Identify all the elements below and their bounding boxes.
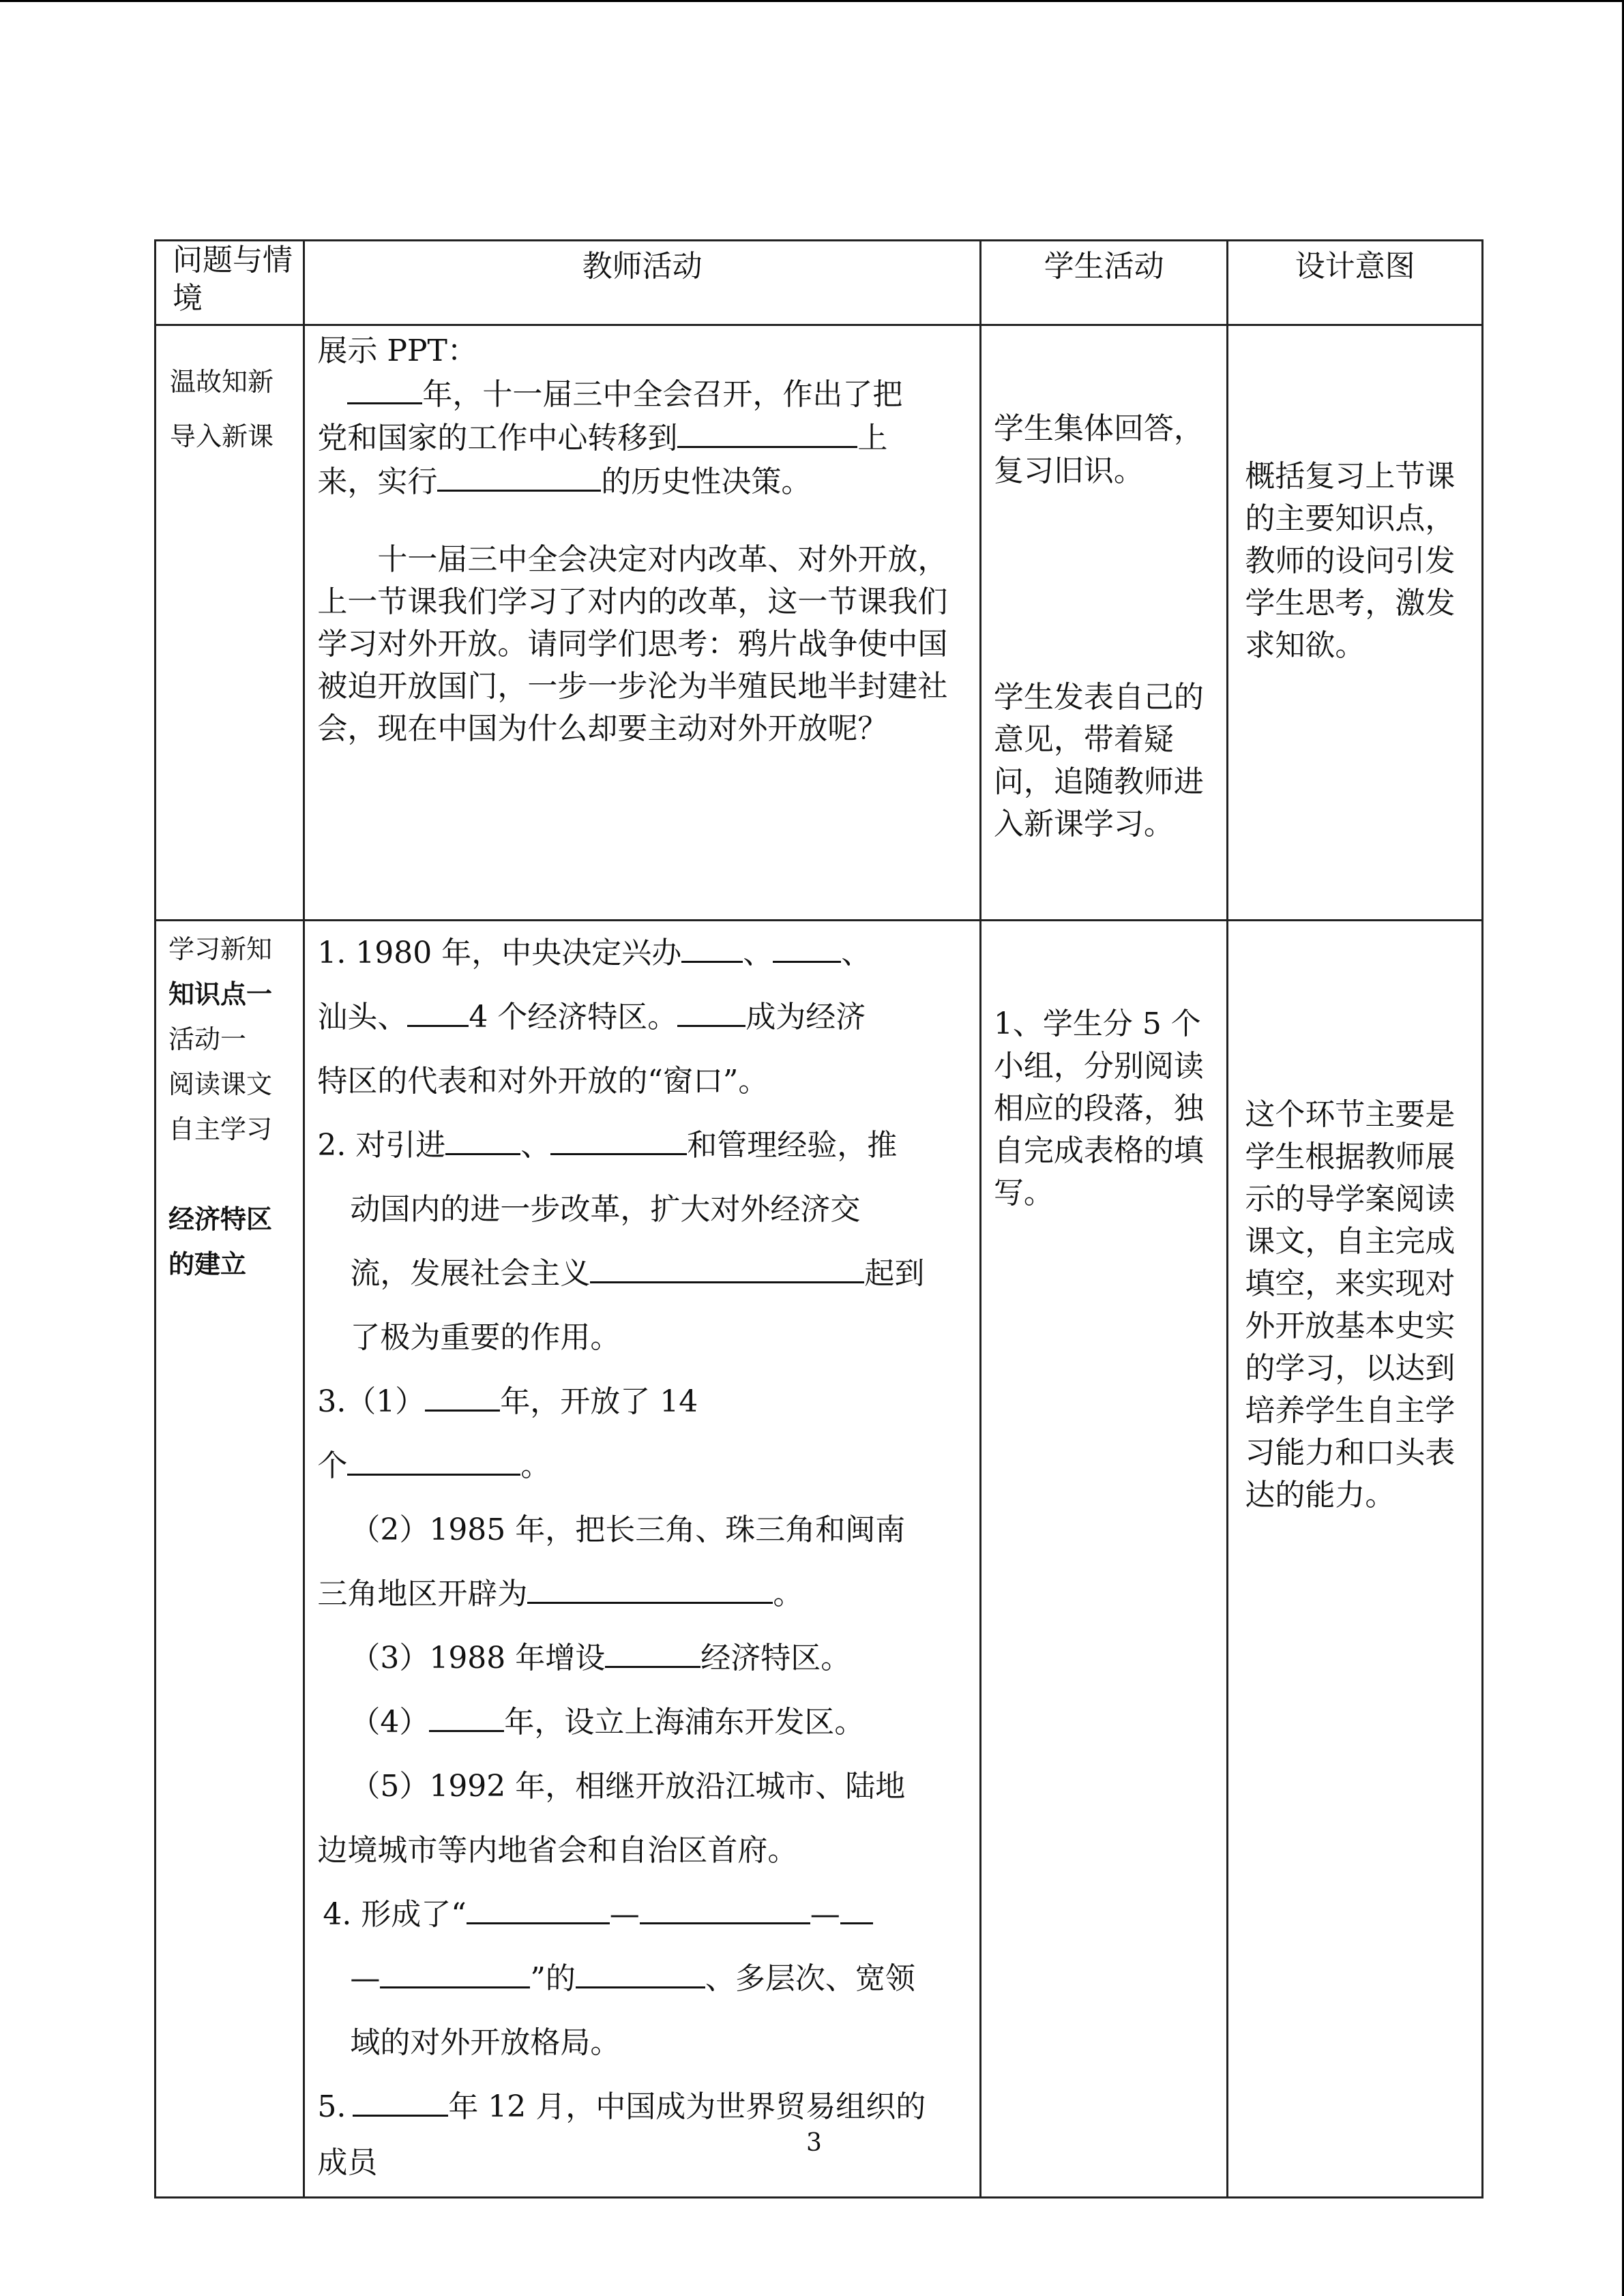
lesson-plan-table bbox=[154, 239, 1483, 2198]
teacher-text: 边境城市等内地省会和自治区首府。 bbox=[317, 1833, 798, 1868]
fill-blank bbox=[445, 1123, 520, 1155]
fill-blank bbox=[347, 1444, 520, 1476]
fill-blank bbox=[347, 372, 422, 404]
teacher-text: 、 bbox=[841, 936, 872, 970]
teacher-text: 域的对外开放格局。 bbox=[350, 2025, 621, 2060]
stage-label: 的建立 bbox=[168, 1249, 247, 1279]
stage-label: 温故知新 bbox=[170, 367, 274, 397]
header-teacher-activity-label: 教师活动 bbox=[582, 249, 703, 284]
student-text: 学生集体回答，复习旧识。 bbox=[993, 411, 1204, 488]
teacher-text: 经济特区。 bbox=[700, 1641, 851, 1675]
fill-blank bbox=[681, 931, 743, 963]
fill-blank bbox=[437, 460, 601, 492]
teacher-text: 4. 形成了“ bbox=[323, 1897, 467, 1932]
stage-label: 学习新知 bbox=[168, 934, 273, 964]
teacher-text: 来，实行 bbox=[317, 464, 438, 499]
teacher-text: 年，十一届三中全会召开，作出了把 bbox=[422, 377, 903, 412]
teacher-text: 年，开放了 14 bbox=[500, 1384, 698, 1419]
header-design-intent-label: 设计意图 bbox=[1295, 249, 1415, 284]
teacher-text: （4） bbox=[350, 1705, 430, 1740]
teacher-text: 4 个经济特区。 bbox=[469, 1000, 678, 1034]
teacher-text: — bbox=[350, 1961, 381, 1996]
student-cell-review bbox=[980, 325, 1228, 921]
stage-cell-new-knowledge bbox=[156, 921, 304, 2198]
header-design-intent bbox=[1228, 241, 1483, 325]
table-row-new-knowledge bbox=[156, 921, 1483, 2198]
fill-blank bbox=[576, 1956, 705, 1988]
stage-label: 活动一 bbox=[168, 1024, 247, 1054]
teacher-cell-new-knowledge bbox=[304, 921, 981, 2198]
design-cell-new-knowledge bbox=[1228, 921, 1483, 2198]
teacher-text: 的历史性决策。 bbox=[601, 464, 812, 499]
fill-blank bbox=[550, 1123, 687, 1155]
fill-blank bbox=[407, 995, 469, 1027]
header-problem-context bbox=[156, 241, 304, 325]
student-text: 1、学生分 5 个小组，分别阅读相应的段落，独自完成表格的填写。 bbox=[993, 1007, 1204, 1210]
teacher-text: 动国内的进一步改革，扩大对外经济交 bbox=[350, 1192, 861, 1227]
stage-label: 自主学习 bbox=[168, 1114, 273, 1144]
teacher-text: 个 bbox=[317, 1448, 348, 1483]
teacher-text: 汕头、 bbox=[317, 1000, 408, 1034]
fill-blank bbox=[527, 1572, 773, 1604]
fill-blank bbox=[380, 1956, 530, 1988]
fill-blank bbox=[840, 1892, 873, 1924]
header-problem-context-label: 问题与情境 bbox=[173, 243, 293, 316]
design-text: 概括复习上节课的主要知识点，教师的设问引发学生思考，激发求知欲。 bbox=[1245, 459, 1456, 663]
teacher-cell-review bbox=[304, 325, 981, 921]
header-student-activity-label: 学生活动 bbox=[1044, 249, 1164, 284]
fill-blank bbox=[605, 1636, 700, 1668]
header-teacher-activity bbox=[304, 241, 981, 325]
teacher-text: 5. bbox=[317, 2089, 346, 2124]
teacher-text: 成员 bbox=[317, 2145, 378, 2180]
fill-blank bbox=[590, 1251, 864, 1283]
stage-label: 经济特区 bbox=[168, 1204, 273, 1234]
fill-blank bbox=[429, 1700, 504, 1732]
teacher-text: 起到 bbox=[864, 1256, 925, 1291]
stage-label: 知识点一 bbox=[168, 979, 273, 1009]
teacher-text: （3）1988 年增设 bbox=[350, 1641, 606, 1675]
table-row-review bbox=[156, 325, 1483, 921]
page-number: 3 bbox=[806, 2129, 822, 2157]
teacher-text: 和管理经验，推 bbox=[687, 1128, 898, 1163]
stage-label: 阅读课文 bbox=[168, 1069, 273, 1099]
teacher-text: 。 bbox=[773, 1577, 803, 1611]
fill-blank bbox=[467, 1892, 610, 1924]
teacher-text: ”的 bbox=[530, 1961, 576, 1996]
design-text: 这个环节主要是学生根据教师展示的导学案阅读课文，自主完成填空，来实现对外开放基本史实的学习，以达到培养学生自主学习能力和口头表达的能力。 bbox=[1245, 1097, 1456, 1512]
teacher-text: 1. 1980 年，中央决定兴办 bbox=[317, 936, 682, 970]
teacher-text: 2. 对引进 bbox=[317, 1128, 446, 1163]
teacher-text: 党和国家的工作中心转移到 bbox=[317, 421, 678, 456]
teacher-text: 、 bbox=[743, 936, 773, 970]
fill-blank bbox=[773, 931, 841, 963]
teacher-text: 。 bbox=[520, 1448, 551, 1483]
teacher-text: — bbox=[609, 1897, 640, 1932]
teacher-text: 、多层次、宽领 bbox=[705, 1961, 915, 1996]
teacher-text: — bbox=[810, 1897, 840, 1932]
table-header-row bbox=[156, 241, 1483, 325]
teacher-paragraph: 十一届三中全会决定对内改革、对外开放，上一节课我们学习了对内的改革，这一节课我们学习对外开放。请同学们思考：鸦片战争使中国被迫开放国门，一步一步沦为半殖民地半封建社会，现在中国为什么却要主动对外开放呢？ bbox=[317, 542, 948, 746]
teacher-text: 、 bbox=[520, 1128, 551, 1163]
student-text: 学生发表自己的意见，带着疑问，追随教师进入新课学习。 bbox=[993, 680, 1204, 841]
fill-blank bbox=[425, 1380, 500, 1412]
fill-blank bbox=[353, 2085, 448, 2117]
teacher-text: 年 12 月，中国成为世界贸易组织的 bbox=[448, 2089, 926, 2124]
teacher-text: 特区的代表和对外开放的“窗口”。 bbox=[317, 1064, 769, 1099]
fill-blank bbox=[640, 1892, 810, 1924]
teacher-text: （5）1992 年，相继开放沿江城市、陆地 bbox=[350, 1769, 906, 1804]
teacher-text: 上 bbox=[857, 421, 888, 456]
page-border-top bbox=[0, 0, 1624, 2]
header-student-activity bbox=[980, 241, 1228, 325]
teacher-text: （2）1985 年，把长三角、珠三角和闽南 bbox=[350, 1512, 906, 1547]
teacher-text: 成为经济 bbox=[745, 1000, 866, 1034]
teacher-text: 3.（1） bbox=[317, 1384, 426, 1419]
stage-label: 导入新课 bbox=[170, 421, 274, 451]
design-cell-review bbox=[1228, 325, 1483, 921]
teacher-text: 展示 PPT： bbox=[317, 333, 477, 368]
teacher-text: 年，设立上海浦东开发区。 bbox=[504, 1705, 865, 1740]
stage-cell-review bbox=[156, 325, 304, 921]
teacher-text: 流，发展社会主义 bbox=[350, 1256, 591, 1291]
fill-blank bbox=[677, 995, 745, 1027]
teacher-text: 三角地区开辟为 bbox=[317, 1577, 528, 1611]
teacher-text: 了极为重要的作用。 bbox=[350, 1320, 621, 1355]
fill-blank bbox=[677, 416, 857, 448]
student-cell-new-knowledge bbox=[980, 921, 1228, 2198]
